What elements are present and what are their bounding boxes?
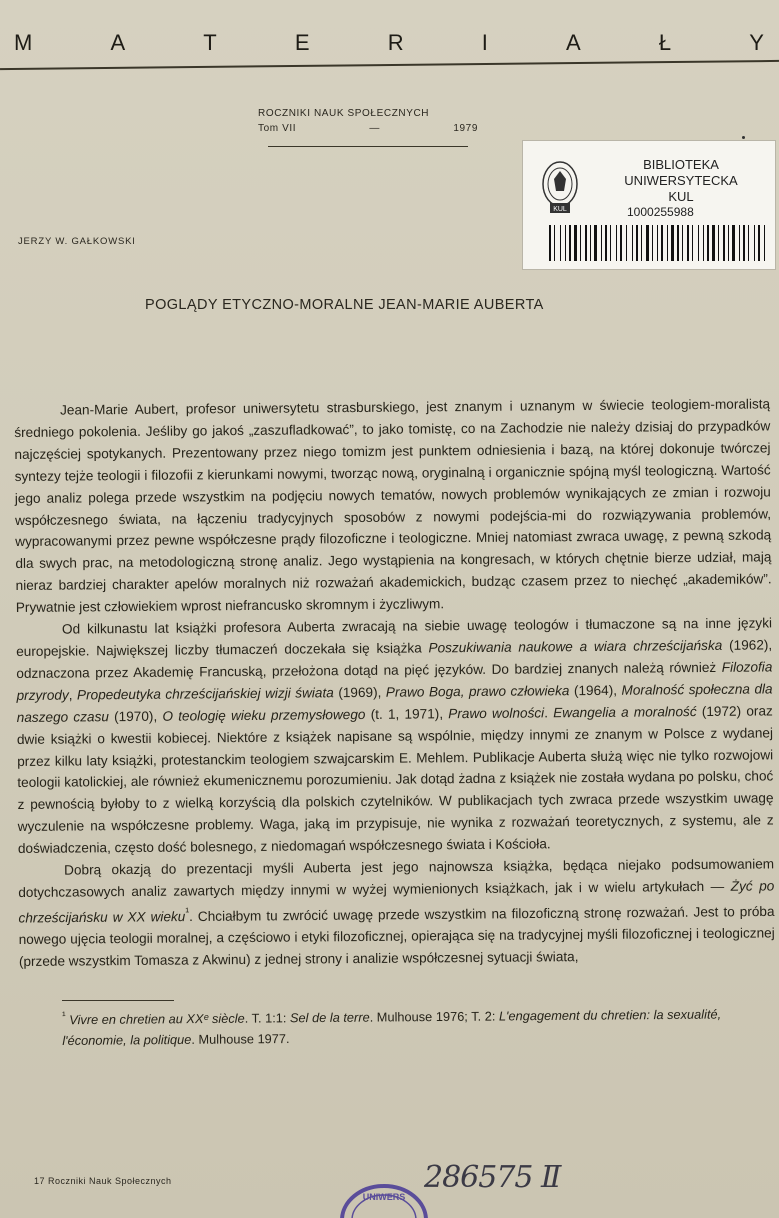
library-name (587, 157, 775, 205)
text-run: . T. 1:1: (244, 1010, 291, 1026)
book-title: Ewangelia a moralność (553, 703, 697, 720)
library-id: 1000255988 (627, 205, 694, 219)
book-title: L'engagement du chretien: la sexualité, l'économie, la politique (62, 1006, 722, 1049)
footnote-ref: ¹ (185, 906, 190, 919)
barcode-bar (636, 225, 638, 261)
footnote-mark: ¹ (62, 1009, 66, 1022)
barcode-icon (549, 225, 769, 261)
barcode-bar (574, 225, 577, 261)
text-run: . Chciałbym tu zwrócić uwagę przede wszystkim na filozoficzną stronę rozważań. Jest to próba nowego ujęcia teologii moralnej, a częściowo i etyki filozoficznej, opierająca się na tradycyjnej myśli filozoficznej i teologicznej (przede wszystkim Tomasza z Akwinu) z jednej strony i analizie współczesnej sytuacji świata, (18, 903, 775, 970)
journal-volume: Tom VII (258, 123, 297, 134)
university-stamp-icon (334, 1180, 434, 1218)
barcode-bar (764, 225, 765, 261)
text-run: (1962), odznaczona przez Akademię Francuską, przełożona dotąd na pięć języków. Do bardziej znanych należą również (16, 637, 773, 681)
journal-volume-line (258, 123, 478, 134)
header-letter: Y (749, 30, 766, 55)
book-title: Prawo wolności (448, 705, 545, 721)
barcode-bar (616, 225, 617, 261)
book-title: Propedeutyka chrześcijańskiej wizji świata (76, 685, 334, 703)
barcode-bar (728, 225, 729, 261)
barcode-bar (646, 225, 649, 261)
barcode-bar (732, 225, 735, 261)
barcode-bar (692, 225, 693, 261)
barcode-bar (682, 225, 683, 261)
article-body (14, 393, 775, 973)
paragraph-1: Jean-Marie Aubert, profesor uniwersytetu strasburskiego, jest znanym i uznanym w świecie teologiem-moralistą średniego pokolenia. Jeśliby go jakoś „zaszufladkować”, to jako tomistę, co na Zachodzie nie należy dzisiaj do przypadków najczęściej spotykanych. Prezentowany przez niego tomizm jest punktem odniesienia i bazą, na której dokonuje twórczej syntezy tejże teologii i filozofii z kierunkami nowymi, tworząc nową, oryginalną i organicznie spójną myśl teologiczną. Wartość jego analiz polega przede wszystkim na podjęciu nowych tematów, nowych problemów wynikających ze zmian i rozwoju współczesnego świata, na łączeniu tradycyjnych sposobów z nowymi podejścia-mi do rozwiązywania problemów, wypracowanymi przez pewne współczesne prądy filozoficzne i teologiczne. Mniej natomiast zwraca uwagę, z pewną szkodą dla swych prac, na metodologiczną stronę analiz. Jego wystąpienia na kongresach, w których chętnie bierze udział, mają nieraz bardziej charakter apelów moralnych niż rozważań akademickich, budząc czasem przez to niechęć „akademików”. Prywatnie jest człowiekiem wprost niefrancusko skromnym i życzliwym. (14, 396, 772, 616)
text-run: (1970), (108, 708, 163, 724)
barcode-bar (605, 225, 607, 261)
book-title: Filozofia przyrody (16, 659, 773, 703)
barcode-bar (565, 225, 566, 261)
barcode-bar (758, 225, 760, 261)
barcode-bar (554, 225, 555, 261)
barcode-bar (739, 225, 740, 261)
text-run: (t. 1, 1971), (365, 705, 449, 722)
journal-year: 1979 (453, 123, 478, 134)
journal-name: ROCZNIKI NAUK SPOŁECZNYCH (258, 108, 430, 119)
header-letter: T (203, 30, 219, 55)
barcode-bar (677, 225, 679, 261)
barcode-bar (743, 225, 745, 261)
barcode-bar (620, 225, 622, 261)
header-letter: E (294, 30, 312, 55)
header-letter: I (481, 30, 490, 55)
barcode-bar (585, 225, 587, 261)
footnote (62, 1000, 722, 1051)
book-title: Sel de la terre (289, 1009, 370, 1026)
journal-divider (268, 146, 468, 147)
barcode-bar (707, 225, 709, 261)
ink-speck (742, 136, 745, 139)
stamp-label: UNIWERS (362, 1192, 406, 1202)
paragraph-3 (18, 853, 775, 973)
barcode-bar (712, 225, 715, 261)
handwritten-shelfmark: 286575 Ⅱ (424, 1160, 561, 1195)
barcode-bar (569, 225, 571, 261)
section-header (14, 30, 766, 56)
journal-info (258, 108, 478, 134)
barcode-bar (703, 225, 704, 261)
barcode-bar (754, 225, 755, 261)
text-run: Od kilkunastu lat książki profesora Auberta zwracają na siebie uwagę teologów i tłumaczone są na inne języki europejskie. Największej liczby tłumaczeń doczekała się książka (16, 615, 773, 659)
article-author: JERZY W. GAŁKOWSKI (18, 236, 136, 247)
barcode-bar (601, 225, 602, 261)
barcode-bar (632, 225, 633, 261)
book-title: O teologię wieku przemysłowego (162, 706, 366, 724)
barcode-bar (657, 225, 658, 261)
barcode-bar (652, 225, 653, 261)
book-title: Moralność społeczna dla naszego czasu (16, 681, 773, 725)
text-run: Dobrą okazją do prezentacji myśli Auberta jest jego najnowsza książka, będąca niejako podsumowaniem dotychczasowych analiz zawartych między innymi w wyżej wymienionych książkach, jak i w wielu artykułach — (18, 856, 775, 900)
article-title: POGLĄDY ETYCZNO-MORALNE JEAN-MARIE AUBERTA (145, 297, 544, 313)
book-title: Prawo Boga, prawo człowieka (385, 682, 570, 700)
header-letter: M (14, 30, 35, 55)
seal-label: KUL (553, 206, 567, 213)
text-run: . Mulhouse 1977. (191, 1031, 290, 1048)
book-title: Żyć po chrześcijańsku w XX wieku (18, 878, 775, 926)
text-run: . (544, 704, 554, 721)
journal-dash: — (369, 123, 381, 134)
barcode-bar (718, 225, 719, 261)
header-divider (0, 60, 779, 70)
header-letter: R (387, 30, 406, 55)
book-title: Vivre en chretien au XXᵉ siècle (69, 1010, 245, 1028)
barcode-bar (580, 225, 581, 261)
text-run: (1964), (569, 682, 622, 698)
barcode-bar (748, 225, 749, 261)
header-letter: A (110, 30, 128, 55)
text-run: (1972) oraz dwie książki o kwestii kobiecej. Niektóre z książek napisane są wspólnie, między innymi ze znanym w Polsce z wydanej przez kilku laty książki, protestanckim teologiem szwajcarskim E. Mehlem. Publikacje Auberta służą więc nie tylko rozwojowi teologii katolickiej, ale również ekumenicznemu porozumieniu. Jak dotąd żadna z książek nie została wydana po polsku, choć z pewnością byłoby to z wielką korzyścią dla polskich czytelników. W publikacjach tych zwraca przede wszystkim uwagę wyczulenie na współczesne problemy. Waga, jaką im przypisuje, nie wynika z rozważań teoretycznych, z systemu, ale z doświadczenia, często dość bolesnego, z niedomagań współczesnego świata i Kościoła. (16, 703, 774, 857)
barcode-bar (590, 225, 591, 261)
paragraph-2 (16, 612, 774, 860)
barcode-bar (667, 225, 668, 261)
barcode-bar (723, 225, 725, 261)
barcode-bar (661, 225, 663, 261)
barcode-bar (560, 225, 561, 261)
footnote-divider (62, 1000, 174, 1001)
barcode-bar (594, 225, 597, 261)
barcode-bar (671, 225, 674, 261)
barcode-bar (698, 225, 699, 261)
library-seal-icon (541, 157, 579, 217)
library-name-line1: BIBLIOTEKA UNIWERSYTECKA (624, 157, 738, 188)
barcode-bar (610, 225, 611, 261)
footer-signature: 17 Roczniki Nauk Społecznych (34, 1176, 172, 1186)
barcode-bar (687, 225, 689, 261)
text-run: . Mulhouse 1976; T. 2: (369, 1008, 499, 1025)
barcode-bar (549, 225, 551, 261)
text-run: (1969), (333, 684, 386, 701)
header-letter: Ł (658, 30, 674, 55)
barcode-bar (641, 225, 642, 261)
book-title: Poszukiwania naukowe a wiara chrześcijańska (428, 637, 723, 656)
library-name-line2: KUL (668, 189, 694, 204)
header-letter: A (566, 30, 583, 55)
text-run: , (68, 687, 78, 703)
library-stamp (522, 140, 776, 270)
barcode-bar (626, 225, 627, 261)
